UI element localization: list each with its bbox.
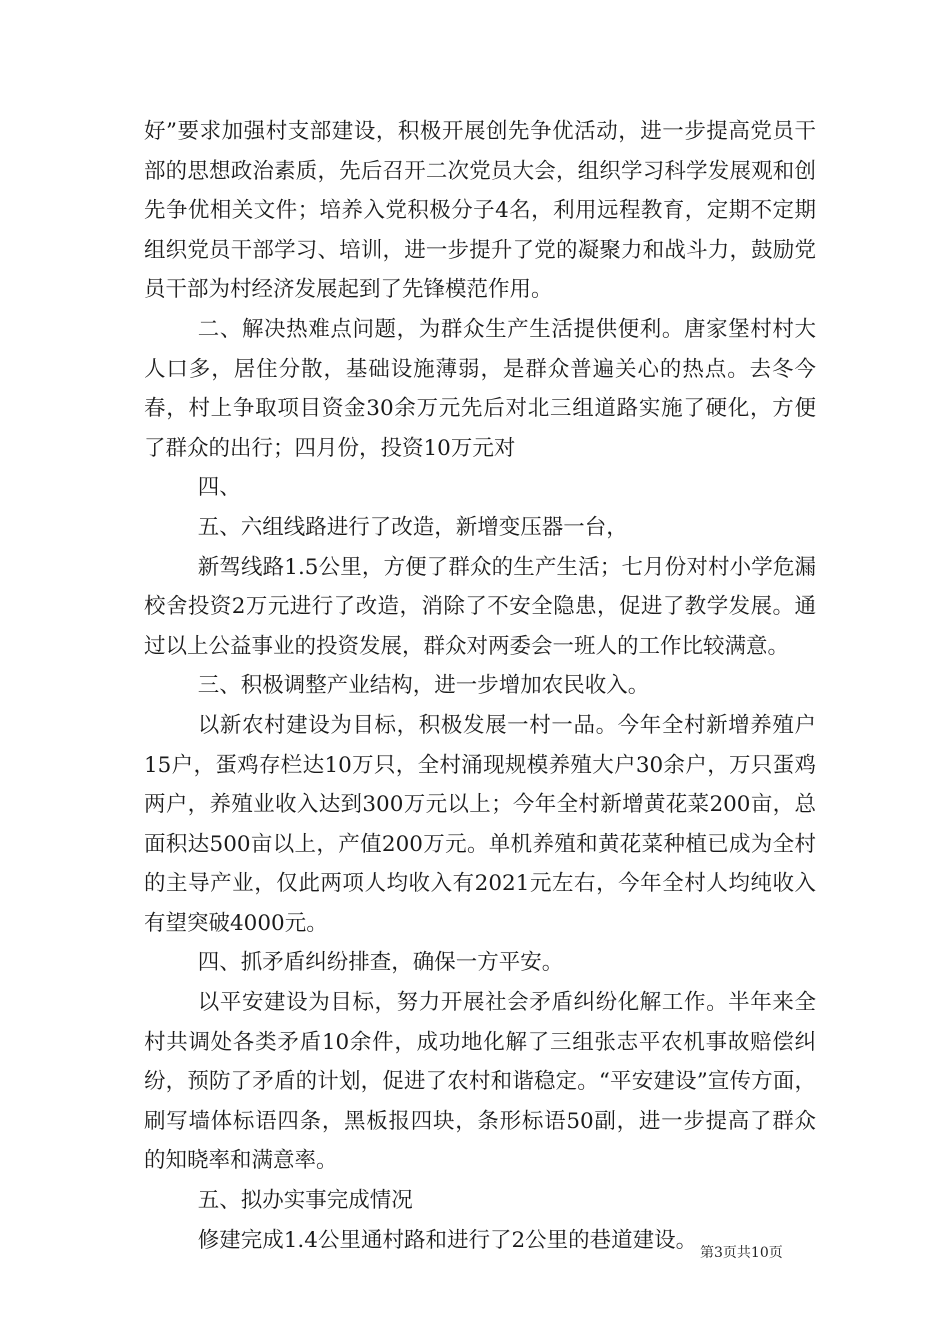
paragraph-safety: 以平安建设为目标，努力开展社会矛盾纠纷化解工作。半年来全村共调处各类矛盾10余件，成功地化解了三组张志平农机事故赔偿纠纷，预防了矛盾的计划，促进了农村和谐稳定。“平安建设”宣传方面，刷写墙体标语四条，黑板报四块，条形标语50副，进一步提高了群众的知晓率和满意率。 (144, 990, 816, 1174)
document-body (144, 112, 816, 1260)
paragraph-section-two: 二、解决热难点问题，为群众生产生活提供便利。唐家堡村村大人口多，居住分散，基础设施薄弱，是群众普遍关心的热点。去冬今春，村上争取项目资金30余万元先后对北三组道路实施了硬化，方便了群众的出行；四月份，投资10万元对 (144, 316, 816, 461)
paragraph-continuation: 好”要求加强村支部建设，积极开展创先争优活动，进一步提高党员干部的思想政治素质，先后召开二次党员大会，组织学习科学发展观和创先争优相关文件；培养入党积极分子4名，利用远程教育，定期不定期组织党员干部学习、培训，进一步提升了党的凝聚力和战斗力，鼓励党员干部为村经济发展起到了先锋模范作用。 (144, 119, 816, 303)
heading-section-five: 五、拟办实事完成情况 (197, 1188, 413, 1214)
paragraph-power-lines: 新驾线路1.5公里，方便了群众的生产生活；七月份对村小学危漏校舍投资2万元进行了改造，消除了不安全隐患，促进了教学发展。通过以上公益事业的投资发展，群众对两委会一班人的工作比较满意。 (144, 554, 816, 659)
page-number: 第3页共10页 (700, 1245, 783, 1261)
paragraph-industry: 以新农村建设为目标，积极发展一村一品。今年全村新增养殖户15户，蛋鸡存栏达10万只，全村涌现规模养殖大户30余户，万只蛋鸡两户，养殖业收入达到300万元以上；今年全村新增黄花菜200亩，总面积达500亩以上，产值200万元。单机养殖和黄花菜种植已成为全村的主导产业，仅此两项人均收入有2021元左右，今年全村人均纯收入有望突破4000元。 (144, 712, 816, 936)
paragraph-road-construction: 修建完成1.4公里通村路和进行了2公里的巷道建设。 (197, 1227, 698, 1253)
paragraph-fragment-five: 五、六组线路进行了改造，新增变压器一台， (197, 514, 628, 540)
heading-section-three: 三、积极调整产业结构，进一步增加农民收入。 (197, 673, 650, 699)
heading-section-four: 四、抓矛盾纠纷排查，确保一方平安。 (197, 950, 564, 976)
paragraph-fragment-four: 四、 (197, 475, 241, 501)
